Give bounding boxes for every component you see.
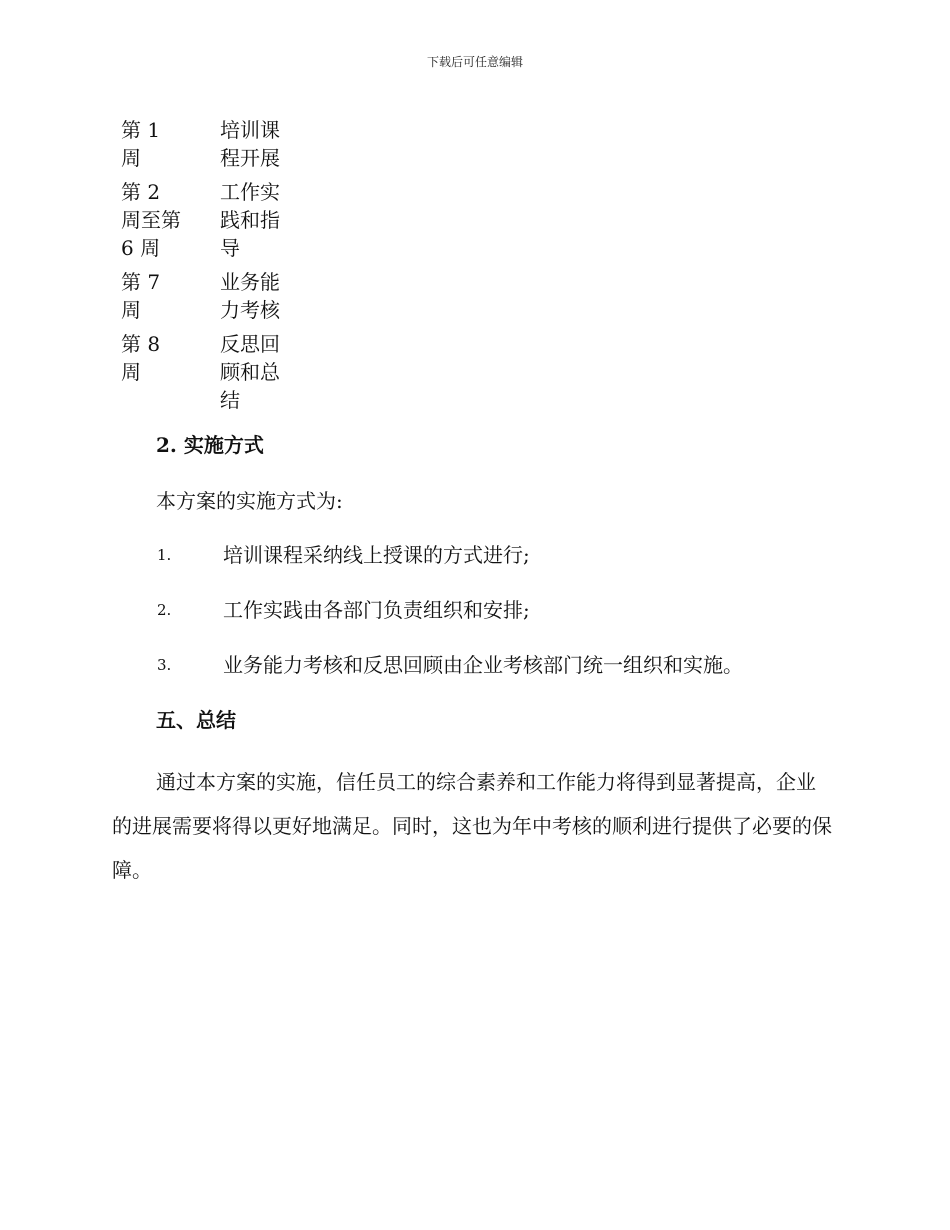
implementation-intro: 本方案的实施方式为: [156,489,343,513]
schedule-week: 第 2 周至第 6 周 [121,180,181,260]
list-item-number: 1. [157,546,172,564]
list-item-text: 工作实践由各部门负责组织和安排; [223,598,530,622]
section-heading-summary: 五、总结 [156,708,236,732]
schedule-row [121,330,288,414]
schedule-row [121,178,288,262]
schedule-task: 培训课程开展 [220,118,280,170]
schedule-task: 工作实践和指导 [220,180,280,260]
schedule-row [121,116,288,172]
list-item-number: 2. [157,601,172,619]
schedule-table [121,116,288,420]
schedule-week: 第 1 周 [121,118,161,170]
list-item-number: 3. [157,656,172,674]
schedule-row [121,268,288,324]
schedule-week: 第 8 周 [121,332,161,384]
schedule-task: 业务能力考核 [220,270,280,322]
section-heading-implementation: 2. 实施方式 [156,433,264,457]
schedule-week: 第 7 周 [121,270,161,322]
list-item-text: 培训课程采纳线上授课的方式进行; [223,543,530,567]
summary-paragraph: 通过本方案的实施，信任员工的综合素养和工作能力将得到显著提高，企业的进展需要将得以更好地满足。同时，这也为年中考核的顺利进行提供了必要的保障。 [112,770,832,882]
list-item-text: 业务能力考核和反思回顾由企业考核部门统一组织和实施。 [223,653,743,677]
schedule-task: 反思回顾和总结 [220,332,280,412]
page-header: 下载后可任意编辑 [426,55,523,69]
